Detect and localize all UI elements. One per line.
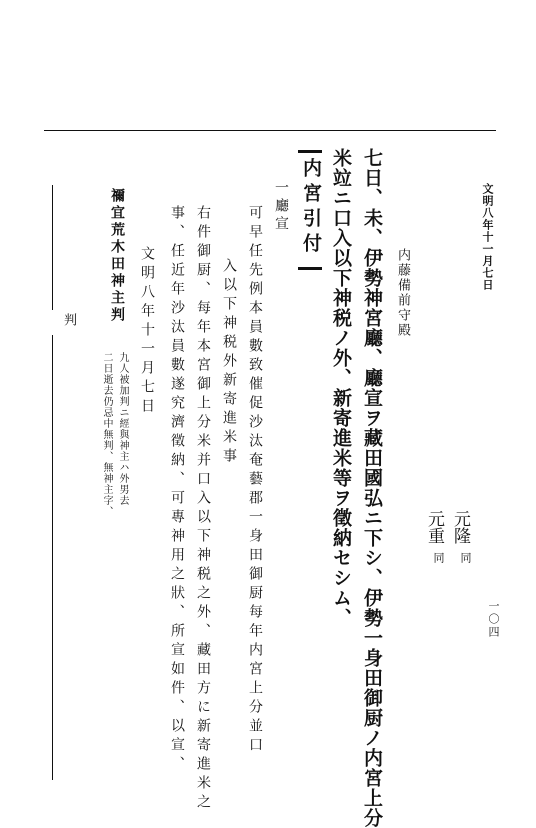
- entry-summary-line-2: 米竝ニ口入以下神税ノ外、新寄進米等ヲ徵納セシム、: [330, 148, 352, 628]
- left-rule-upper: [52, 185, 53, 310]
- page-number: 一〇四: [487, 600, 500, 639]
- signer-motomori-name: 元隆: [450, 510, 470, 544]
- signer-motomori-tag: 同: [459, 552, 472, 565]
- addressee: 内藤備前守殿: [395, 248, 410, 338]
- seal-mark: 判: [61, 313, 76, 326]
- annotation-line-2: 二日逝去仍忌中無判、無神主字、: [101, 352, 112, 517]
- entry-summary-line-1: 七日、未、伊勢神宮廳、廳宣ヲ藏田國弘ニ下シ、伊勢一身田御厨ノ内宮上分: [361, 148, 383, 828]
- body-line-4: 事、任近年沙汰員數遂究濟徵納、可專神用之狀、所宣如件、以宣、: [169, 205, 185, 775]
- annotation-line-1: 九人被加判ニ經與神主ハ外男去: [117, 352, 128, 506]
- body-line-1: 可早任先例本員數致催促沙汰奄藝郡一身田御厨每年内宮上分並口: [247, 205, 263, 756]
- left-rule-lower: [52, 335, 53, 780]
- body-line-3: 右件御厨、每年本宮御上分米并口入以下神税之外、藏田方に新寄進米之: [195, 205, 211, 813]
- source-label: 内宮引付: [300, 158, 322, 258]
- signer-motoshige-name: 元重: [424, 510, 444, 544]
- header-rule: [44, 130, 496, 131]
- running-title: 文明八年十一月七日: [481, 183, 494, 291]
- signer-motoshige-tag: 同: [432, 552, 445, 565]
- body-line-2: 入以下神税外新寄進米事: [221, 258, 237, 467]
- document-date: 文明八年十一月七日: [139, 246, 155, 417]
- document-heading: 一廳宣: [273, 180, 289, 234]
- official-signature: 禰宜荒木田神主判: [109, 188, 125, 324]
